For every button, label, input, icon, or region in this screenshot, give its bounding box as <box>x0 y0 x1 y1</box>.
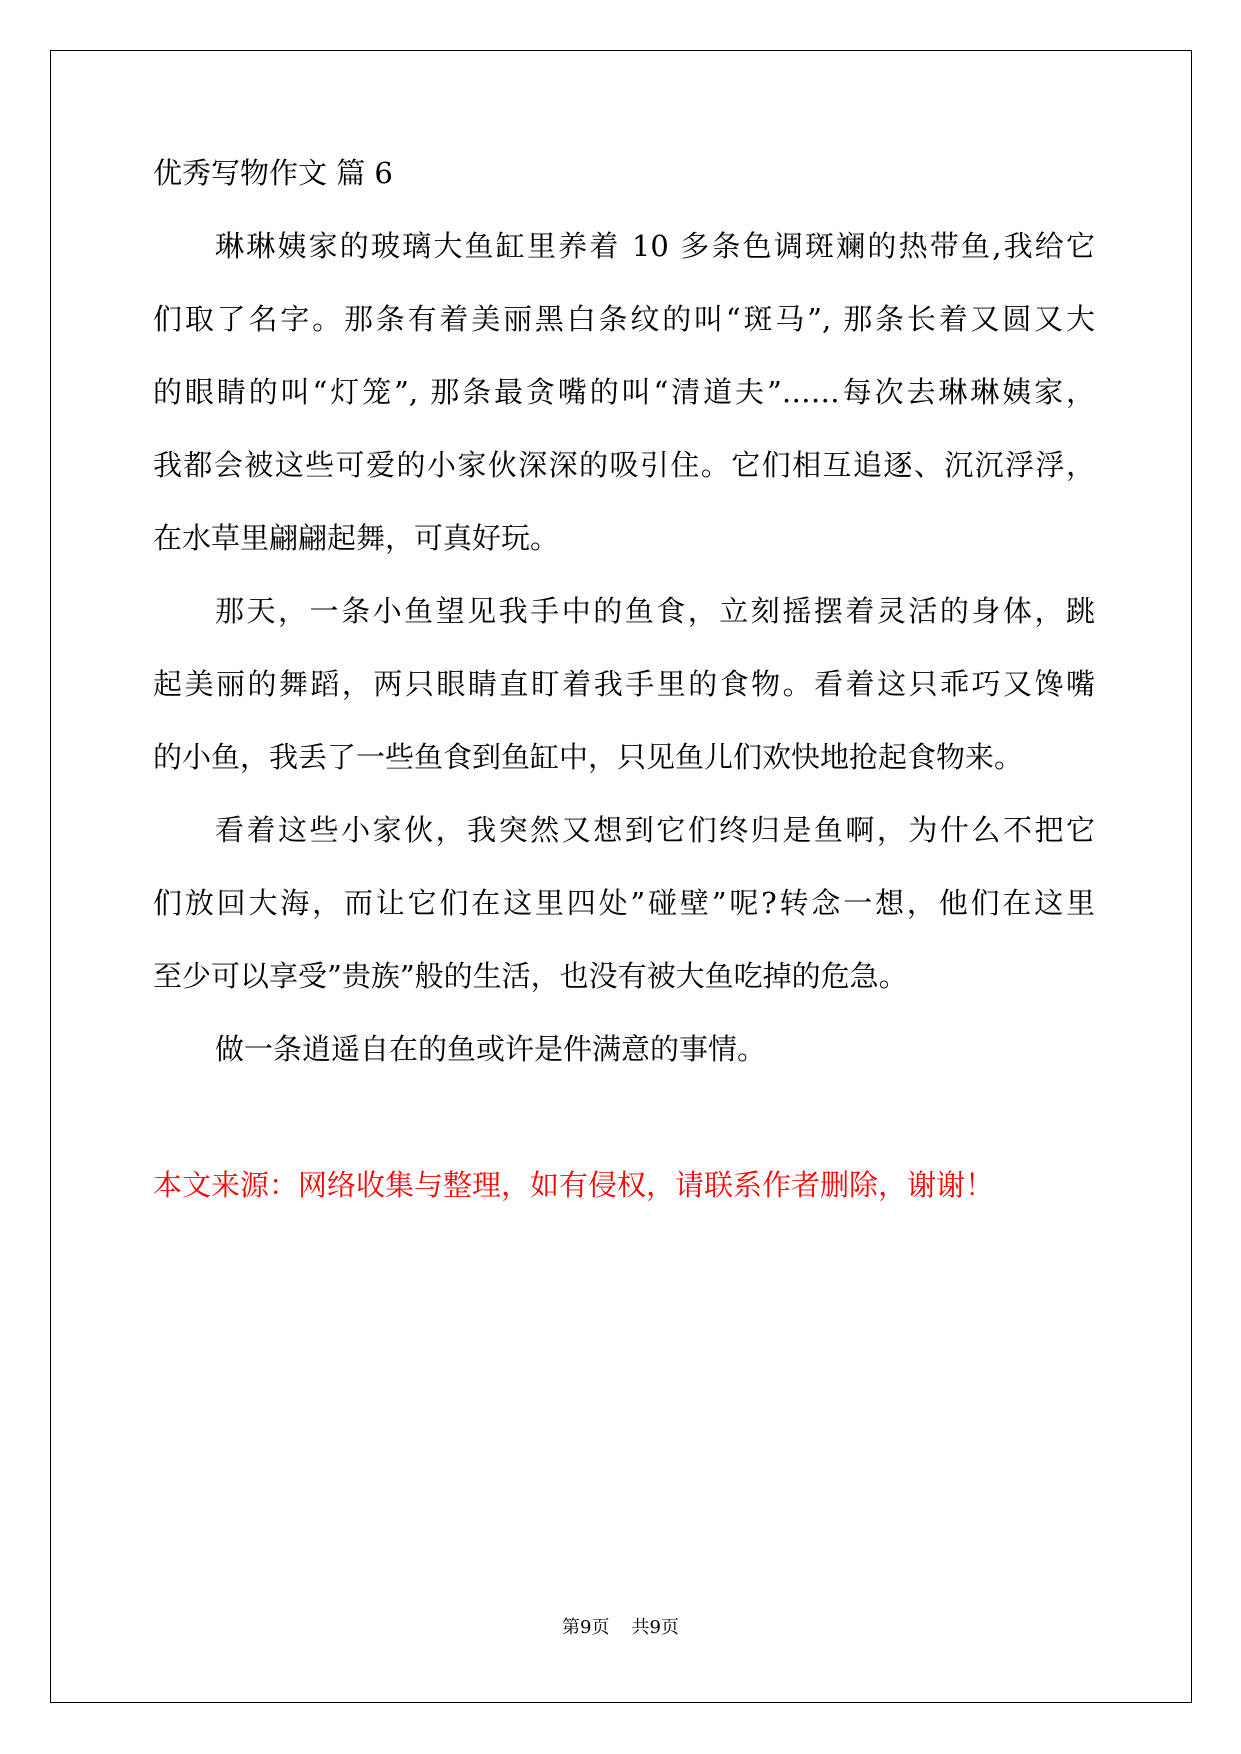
paragraph-line: 我都会被这些可爱的小家伙深深的吸引住。它们相互追逐、沉沉浮浮， <box>153 448 1095 482</box>
paragraph-line: 的小鱼，我丢了一些鱼食到鱼缸中，只见鱼儿们欢快地抢起食物来。 <box>153 740 1024 774</box>
page-footer <box>0 1616 1241 1640</box>
paragraph <box>153 1013 1095 1086</box>
paragraph <box>153 210 1095 575</box>
paragraph-line: 起美丽的舞蹈，两只眼睛直盯着我手里的食物。看着这只乖巧又馋嘴 <box>153 667 1095 701</box>
paragraph-line: 们取了名字。那条有着美丽黑白条纹的叫“斑马”, 那条长着又圆又大 <box>153 302 1095 336</box>
document-body <box>153 137 1095 1086</box>
paragraph-line: 在水草里翩翩起舞，可真好玩。 <box>153 521 560 555</box>
paragraph <box>153 794 1095 1013</box>
paragraph-line: 那天，一条小鱼望见我手中的鱼食，立刻摇摆着灵活的身体，跳 <box>215 594 1095 628</box>
paragraph-line: 至少可以享受”贵族”般的生活，也没有被大鱼吃掉的危急。 <box>153 959 908 993</box>
paragraph-line: 看着这些小家伙，我突然又想到它们终归是鱼啊，为什么不把它 <box>215 813 1095 847</box>
paragraph <box>153 575 1095 794</box>
source-notice: 本文来源：网络收集与整理，如有侵权，请联系作者删除，谢谢！ <box>153 1168 995 1202</box>
paragraph-line: 做一条逍遥自在的鱼或许是件满意的事情。 <box>215 1032 767 1066</box>
current-page-label: 第9页 <box>562 1617 610 1638</box>
paragraph-line: 琳琳姨家的玻璃大鱼缸里养着 10 多条色调斑斓的热带鱼,我给它 <box>215 229 1095 263</box>
total-pages-label: 共9页 <box>631 1617 679 1638</box>
paragraph-line: 的眼睛的叫“灯笼”, 那条最贪嘴的叫“清道夫”……每次去琳琳姨家， <box>153 375 1095 409</box>
document-title: 优秀写物作文 篇 6 <box>153 156 393 190</box>
paragraph-line: 们放回大海，而让它们在这里四处”碰壁”呢?转念一想，他们在这里 <box>153 886 1095 920</box>
